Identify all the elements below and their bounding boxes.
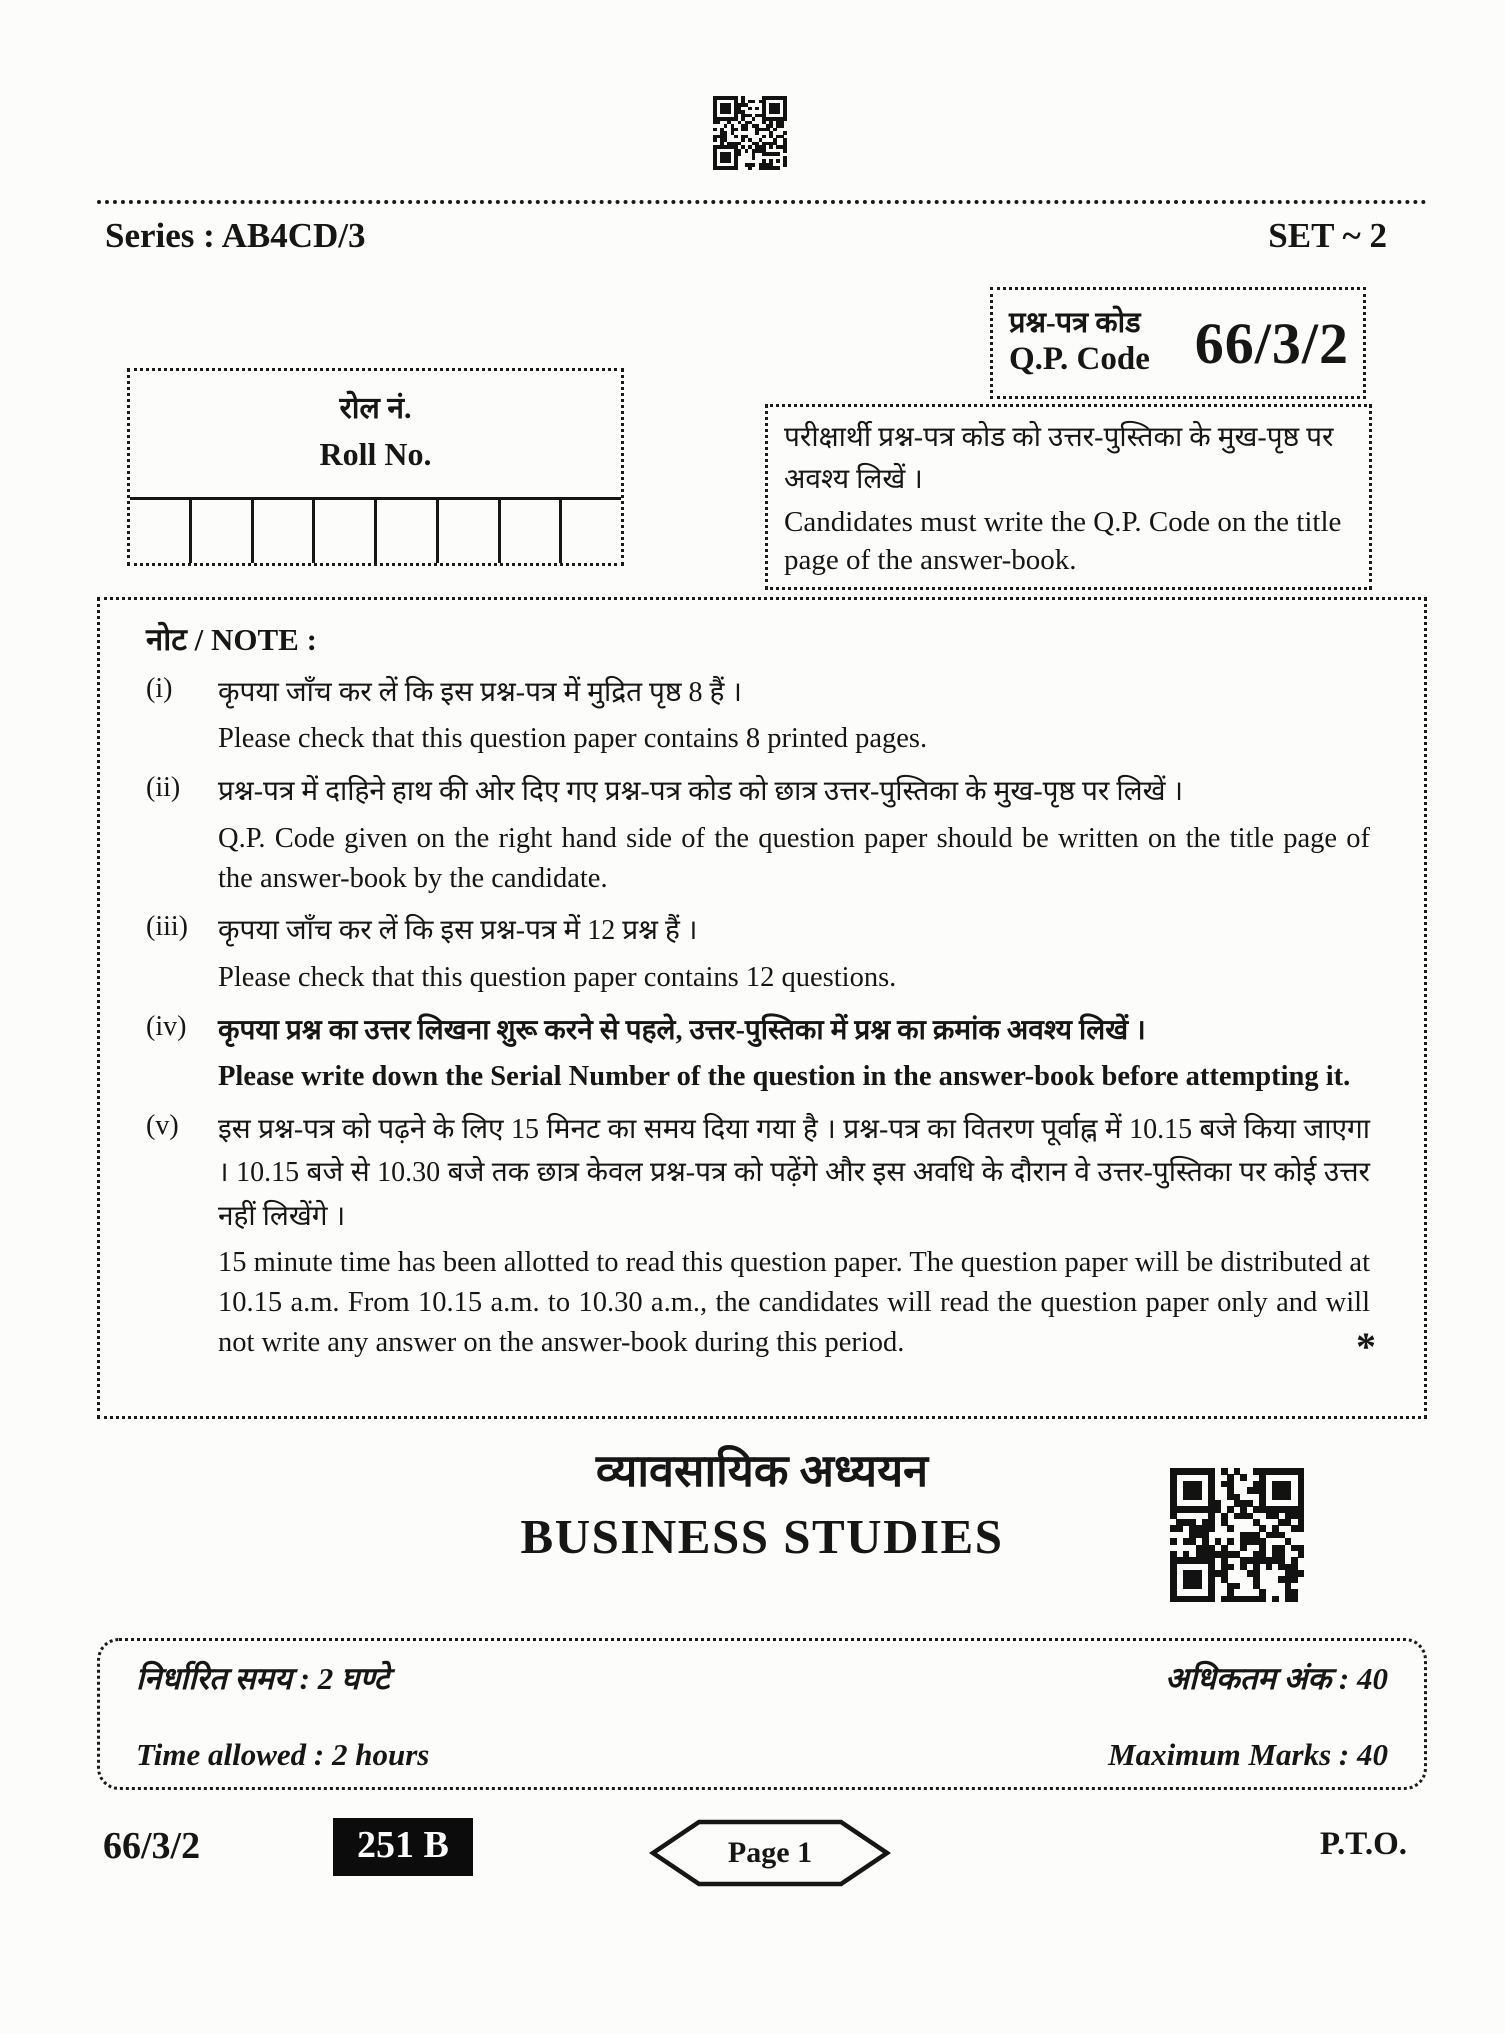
candidates-note-box [765, 404, 1372, 590]
roll-number-labels [130, 371, 621, 497]
dotted-divider [97, 200, 1427, 204]
note-item-hindi: कृपया प्रश्न का उत्तर लिखना शुरू करने से पहले, उत्तर-पुस्तिका में प्रश्न का क्रमांक अवश्य लिखें । [218, 1014, 1146, 1046]
note-item-hindi: प्रश्न-पत्र में दाहिने हाथ की ओर दिए गए प्रश्न-पत्र कोड को छात्र उत्तर-पुस्तिका के मुख-पृष्ठ पर लिखें । [218, 776, 1184, 808]
note-item-4 [146, 1009, 1370, 1097]
pto-label: P.T.O. [1319, 1826, 1407, 1862]
note-item-english: Please check that this question paper contains 12 questions. [218, 961, 897, 993]
page-number-badge [645, 1816, 895, 1890]
candidates-note-english: Candidates must write the Q.P. Code on the title page of the answer-book. [784, 506, 1342, 577]
roll-digit-cell [130, 500, 192, 563]
footer-paper-code: 66/3/2 [103, 1825, 201, 1867]
note-item-number: (ii) [146, 772, 181, 804]
footer-batch-badge: 251 B [333, 1818, 473, 1876]
page-footer [0, 1816, 1505, 1900]
roll-digit-cell [254, 500, 316, 563]
set-label: SET ~ 2 [1268, 216, 1387, 255]
note-item-5 [146, 1108, 1376, 1369]
time-allowed-english: Time allowed : 2 hours [136, 1737, 430, 1772]
note-item-english: 15 minute time has been allotted to read this question paper. The question paper will be distributed at 10.15 a.m. From 10.15 a.m. to 10.30 a.m., the candidates will read the question paper only and will not write any answer on the answer-book during this period. [218, 1247, 1370, 1358]
note-item-hindi: इस प्रश्न-पत्र को पढ़ने के लिए 15 मिनट का समय दिया गया है । प्रश्न-पत्र का वितरण पूर्वाह्न में 10.15 बजे किया जाएगा । 10.15 बजे से 10.30 बजे तक छात्र केवल प्रश्न-पत्र को पढ़ेंगे और इस अवधि के दौरान वे उत्तर-पुस्तिका पर कोई उत्तर नहीं लिखेंगे । [218, 1114, 1370, 1232]
qr-code-top-icon [713, 96, 787, 170]
roll-number-cells [130, 497, 621, 563]
note-box-title: नोट / NOTE : [146, 622, 317, 657]
note-item-english: Q.P. Code given on the right hand side of the question paper should be written on the title page of the answer-book by the candidate. [218, 822, 1370, 894]
note-item-number: (iv) [146, 1010, 187, 1042]
note-item-hindi: कृपया जाँच कर लें कि इस प्रश्न-पत्र में मुद्रित पृष्ठ 8 हैं । [218, 677, 742, 708]
page-number-label: Page 1 [727, 1836, 813, 1869]
roll-digit-cell [562, 500, 621, 563]
qp-code-label-english: Q.P. Code [1009, 340, 1150, 377]
asterisk-mark: * [1356, 1323, 1376, 1369]
roll-digit-cell [315, 500, 377, 563]
time-allowed-hindi: निर्धारित समय : 2 घण्टे [136, 1661, 390, 1696]
maximum-marks-english: Maximum Marks : 40 [1108, 1737, 1388, 1772]
candidates-note-hindi: परीक्षार्थी प्रश्न-पत्र कोड को उत्तर-पुस्तिका के मुख-पृष्ठ पर अवश्य लिखें । [784, 422, 1334, 495]
note-item-number: (iii) [146, 911, 188, 943]
maximum-marks-hindi: अधिकतम अंक : 40 [1165, 1661, 1388, 1696]
note-box [97, 597, 1427, 1419]
roll-digit-cell [439, 500, 501, 563]
note-item-1 [146, 671, 1370, 759]
roll-label-hindi: रोल नं. [339, 392, 412, 425]
note-item-english: Please check that this question paper contains 8 printed pages. [218, 723, 928, 755]
qp-code-labels [1009, 307, 1150, 378]
note-item-3 [146, 909, 1370, 997]
series-row [105, 216, 1387, 256]
time-marks-box [97, 1638, 1427, 1790]
qr-code-bottom-icon [1170, 1468, 1304, 1602]
roll-label-english: Roll No. [319, 435, 432, 472]
note-item-hindi: कृपया जाँच कर लें कि इस प्रश्न-पत्र में 12 प्रश्न हैं । [218, 915, 698, 947]
note-item-english: Please write down the Serial Number of the question in the answer-book before attempting it. [218, 1061, 1351, 1093]
qp-code-value: 66/3/2 [1194, 310, 1349, 376]
note-item-number: (v) [146, 1110, 179, 1142]
qp-code-box [990, 287, 1366, 399]
roll-digit-cell [501, 500, 563, 563]
series-label: Series : AB4CD/3 [105, 216, 366, 255]
subject-title-english: BUSINESS STUDIES [520, 1509, 1004, 1564]
roll-number-box [127, 368, 624, 566]
roll-digit-cell [377, 500, 439, 563]
note-item-2 [146, 770, 1370, 898]
note-item-number: (i) [146, 673, 173, 704]
qp-code-label-hindi: प्रश्न-पत्र कोड [1009, 307, 1141, 340]
subject-title-hindi: व्यावसायिक अध्ययन [595, 1446, 929, 1496]
roll-digit-cell [192, 500, 254, 563]
